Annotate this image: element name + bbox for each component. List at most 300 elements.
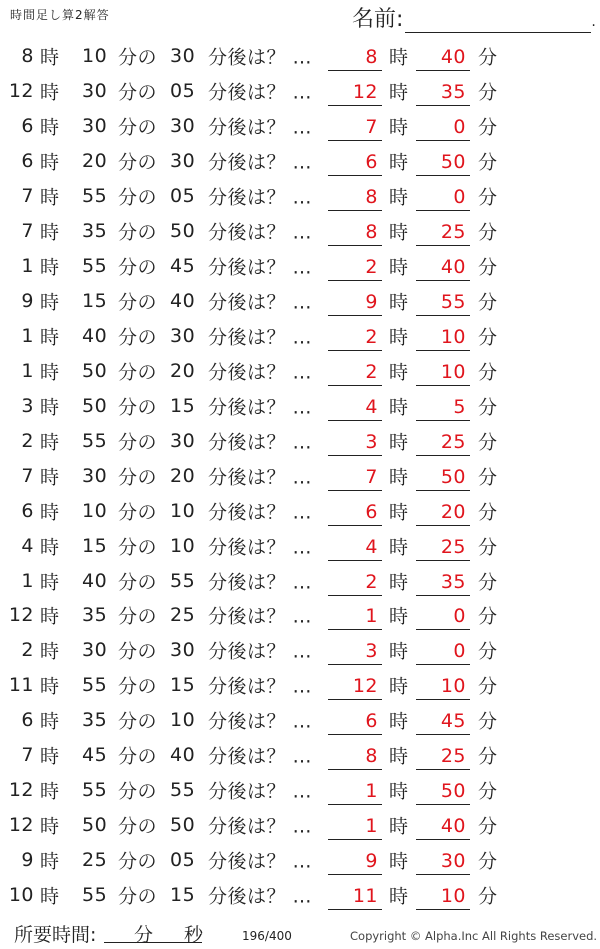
answer-minute-unit-label: 分	[478, 291, 498, 314]
answer-minute: 55	[440, 291, 466, 314]
answer-minute-unit-label: 分	[478, 466, 498, 489]
minutes-later-label: 分後は？ …	[208, 745, 313, 768]
answer-minute: 50	[440, 780, 466, 803]
answer-minute-field	[416, 635, 470, 665]
added-minutes: 30	[170, 639, 196, 662]
problem-row	[0, 528, 600, 563]
answer-hour: 3	[365, 430, 378, 453]
start-minute: 35	[82, 220, 108, 243]
minute-of-label: 分の	[118, 466, 158, 489]
name-field	[352, 2, 596, 33]
start-minute: 30	[82, 115, 108, 138]
added-minutes: 05	[170, 849, 196, 872]
hour-unit-label: 時	[40, 536, 60, 559]
answer-minute: 40	[440, 46, 466, 69]
answer-hour: 7	[365, 116, 378, 139]
problem-list	[0, 39, 600, 912]
problem-row	[0, 144, 600, 179]
answer-minute-unit-label: 分	[478, 501, 498, 524]
start-minute: 55	[82, 674, 108, 697]
added-minutes: 15	[170, 394, 196, 417]
start-hour: 3	[21, 394, 34, 417]
problem-row	[0, 74, 600, 109]
answer-hour-field	[328, 496, 382, 526]
answer-minute-field	[416, 705, 470, 735]
answer-minute: 30	[440, 850, 466, 873]
start-minute: 55	[82, 255, 108, 278]
minute-of-label: 分の	[118, 326, 158, 349]
answer-hour-unit-label: 時	[389, 850, 409, 873]
answer-hour-field	[328, 670, 382, 700]
answer-minute-field	[416, 600, 470, 630]
answer-minute: 0	[453, 605, 466, 628]
minutes-later-label: 分後は？ …	[208, 116, 313, 139]
hour-unit-label: 時	[40, 151, 60, 174]
added-minutes: 05	[170, 80, 196, 103]
minutes-later-label: 分後は？ …	[208, 221, 313, 244]
answer-minute-field	[416, 426, 470, 456]
minute-of-label: 分の	[118, 780, 158, 803]
answer-hour-unit-label: 時	[389, 466, 409, 489]
problem-row	[0, 668, 600, 703]
start-minute: 50	[82, 394, 108, 417]
problem-row	[0, 388, 600, 423]
answer-hour: 8	[365, 46, 378, 69]
start-minute: 50	[82, 359, 108, 382]
hour-unit-label: 時	[40, 780, 60, 803]
added-minutes: 30	[170, 45, 196, 68]
answer-hour-field	[328, 775, 382, 805]
answer-minute-unit-label: 分	[478, 536, 498, 559]
added-minutes: 50	[170, 220, 196, 243]
minutes-later-label: 分後は？ …	[208, 780, 313, 803]
answer-hour-unit-label: 時	[389, 291, 409, 314]
answer-hour: 1	[365, 780, 378, 803]
answer-minute-unit-label: 分	[478, 640, 498, 663]
answer-hour-unit-label: 時	[389, 116, 409, 139]
answer-minute-unit-label: 分	[478, 675, 498, 698]
minute-of-label: 分の	[118, 396, 158, 419]
minute-of-label: 分の	[118, 850, 158, 873]
hour-unit-label: 時	[40, 466, 60, 489]
answer-hour-field	[328, 321, 382, 351]
minute-of-label: 分の	[118, 186, 158, 209]
name-blank-line	[405, 10, 591, 33]
minutes-later-label: 分後は？ …	[208, 605, 313, 628]
hour-unit-label: 時	[40, 571, 60, 594]
answer-hour-field	[328, 600, 382, 630]
answer-hour-unit-label: 時	[389, 536, 409, 559]
copyright: Copyright © Alpha.Inc All Rights Reserved.	[350, 929, 598, 943]
start-hour: 1	[21, 359, 34, 382]
answer-hour-unit-label: 時	[389, 815, 409, 838]
answer-minute-field	[416, 111, 470, 141]
page-number: 196/400	[242, 929, 292, 943]
problem-row	[0, 843, 600, 878]
hour-unit-label: 時	[40, 291, 60, 314]
added-minutes: 30	[170, 429, 196, 452]
answer-hour: 8	[365, 221, 378, 244]
answer-minute: 10	[440, 675, 466, 698]
answer-hour-field	[328, 845, 382, 875]
problem-row	[0, 703, 600, 738]
problem-row	[0, 249, 600, 284]
minute-of-label: 分の	[118, 81, 158, 104]
answer-minute-field	[416, 286, 470, 316]
start-hour: 4	[21, 534, 34, 557]
minutes-later-label: 分後は？ …	[208, 885, 313, 908]
start-hour: 6	[21, 709, 34, 732]
answer-hour: 6	[365, 500, 378, 523]
start-hour: 6	[21, 150, 34, 173]
minutes-later-label: 分後は？ …	[208, 466, 313, 489]
problem-row	[0, 563, 600, 598]
answer-minute: 0	[453, 640, 466, 663]
minute-of-label: 分の	[118, 221, 158, 244]
answer-hour-unit-label: 時	[389, 885, 409, 908]
answer-hour: 9	[365, 291, 378, 314]
start-hour: 6	[21, 499, 34, 522]
minutes-later-label: 分後は？ …	[208, 850, 313, 873]
answer-minute-field	[416, 461, 470, 491]
answer-minute: 35	[440, 570, 466, 593]
hour-unit-label: 時	[40, 431, 60, 454]
answer-minute: 5	[453, 395, 466, 418]
answer-hour: 3	[365, 640, 378, 663]
answer-minute: 10	[440, 360, 466, 383]
minutes-later-label: 分後は？ …	[208, 151, 313, 174]
answer-hour-field	[328, 146, 382, 176]
added-minutes: 30	[170, 115, 196, 138]
elapsed-seconds-unit: 秒	[184, 924, 204, 946]
added-minutes: 15	[170, 674, 196, 697]
answer-minute-field	[416, 41, 470, 71]
problem-row	[0, 808, 600, 843]
answer-minute-field	[416, 321, 470, 351]
minute-of-label: 分の	[118, 815, 158, 838]
answer-minute-field	[416, 216, 470, 246]
added-minutes: 20	[170, 359, 196, 382]
answer-hour-unit-label: 時	[389, 186, 409, 209]
answer-hour: 8	[365, 745, 378, 768]
start-minute: 30	[82, 639, 108, 662]
added-minutes: 50	[170, 814, 196, 837]
answer-minute: 20	[440, 500, 466, 523]
minute-of-label: 分の	[118, 640, 158, 663]
answer-minute-unit-label: 分	[478, 571, 498, 594]
answer-hour-field	[328, 216, 382, 246]
answer-minute-field	[416, 356, 470, 386]
minute-of-label: 分の	[118, 151, 158, 174]
minutes-later-label: 分後は？ …	[208, 815, 313, 838]
answer-minute-field	[416, 740, 470, 770]
hour-unit-label: 時	[40, 745, 60, 768]
hour-unit-label: 時	[40, 850, 60, 873]
start-minute: 55	[82, 185, 108, 208]
answer-minute: 25	[440, 745, 466, 768]
start-hour: 7	[21, 220, 34, 243]
answer-hour-unit-label: 時	[389, 396, 409, 419]
start-minute: 30	[82, 80, 108, 103]
answer-hour: 9	[365, 850, 378, 873]
answer-minute: 0	[453, 186, 466, 209]
minutes-later-label: 分後は？ …	[208, 256, 313, 279]
elapsed-minutes-unit: 分	[134, 924, 154, 946]
answer-hour: 11	[352, 884, 378, 907]
answer-hour-unit-label: 時	[389, 501, 409, 524]
hour-unit-label: 時	[40, 605, 60, 628]
hour-unit-label: 時	[40, 815, 60, 838]
start-minute: 15	[82, 290, 108, 313]
problem-row	[0, 179, 600, 214]
answer-minute-field	[416, 845, 470, 875]
answer-hour-unit-label: 時	[389, 571, 409, 594]
problem-row	[0, 633, 600, 668]
start-hour: 10	[8, 883, 34, 906]
start-hour: 2	[21, 639, 34, 662]
start-minute: 45	[82, 744, 108, 767]
answer-minute-unit-label: 分	[478, 256, 498, 279]
answer-hour-field	[328, 76, 382, 106]
hour-unit-label: 時	[40, 710, 60, 733]
added-minutes: 40	[170, 744, 196, 767]
hour-unit-label: 時	[40, 81, 60, 104]
answer-minute: 35	[440, 81, 466, 104]
answer-minute-unit-label: 分	[478, 361, 498, 384]
answer-minute: 40	[440, 815, 466, 838]
answer-hour-field	[328, 426, 382, 456]
answer-hour-field	[328, 286, 382, 316]
hour-unit-label: 時	[40, 640, 60, 663]
answer-minute-field	[416, 181, 470, 211]
answer-hour-field	[328, 356, 382, 386]
answer-minute-unit-label: 分	[478, 780, 498, 803]
minutes-later-label: 分後は？ …	[208, 571, 313, 594]
hour-unit-label: 時	[40, 675, 60, 698]
answer-minute-unit-label: 分	[478, 431, 498, 454]
answer-minute-field	[416, 810, 470, 840]
answer-minute-unit-label: 分	[478, 745, 498, 768]
answer-hour: 8	[365, 186, 378, 209]
answer-minute-unit-label: 分	[478, 151, 498, 174]
added-minutes: 10	[170, 534, 196, 557]
start-minute: 35	[82, 709, 108, 732]
problem-row	[0, 423, 600, 458]
minutes-later-label: 分後は？ …	[208, 640, 313, 663]
minutes-later-label: 分後は？ …	[208, 431, 313, 454]
answer-hour: 2	[365, 256, 378, 279]
minutes-later-label: 分後は？ …	[208, 501, 313, 524]
answer-minute: 40	[440, 256, 466, 279]
answer-hour-field	[328, 461, 382, 491]
worksheet-title: 時間足し算2解答	[10, 8, 110, 22]
start-hour: 8	[21, 45, 34, 68]
answer-hour-unit-label: 時	[389, 605, 409, 628]
problem-row	[0, 598, 600, 633]
answer-minute-unit-label: 分	[478, 186, 498, 209]
start-minute: 55	[82, 779, 108, 802]
problem-row	[0, 214, 600, 249]
answer-hour: 12	[352, 81, 378, 104]
answer-hour: 1	[365, 605, 378, 628]
added-minutes: 55	[170, 779, 196, 802]
minute-of-label: 分の	[118, 46, 158, 69]
answer-hour: 2	[365, 325, 378, 348]
start-hour: 12	[8, 814, 34, 837]
answer-hour: 2	[365, 360, 378, 383]
added-minutes: 55	[170, 569, 196, 592]
name-label: 名前:	[352, 7, 404, 32]
answer-minute: 25	[440, 221, 466, 244]
minute-of-label: 分の	[118, 501, 158, 524]
answer-minute: 10	[440, 325, 466, 348]
answer-hour-field	[328, 566, 382, 596]
hour-unit-label: 時	[40, 396, 60, 419]
answer-minute-field	[416, 566, 470, 596]
minutes-later-label: 分後は？ …	[208, 81, 313, 104]
added-minutes: 30	[170, 150, 196, 173]
answer-hour-unit-label: 時	[389, 151, 409, 174]
answer-hour: 12	[352, 675, 378, 698]
start-hour: 11	[8, 674, 34, 697]
answer-minute-unit-label: 分	[478, 326, 498, 349]
minute-of-label: 分の	[118, 675, 158, 698]
answer-hour: 6	[365, 710, 378, 733]
minute-of-label: 分の	[118, 536, 158, 559]
answer-hour-unit-label: 時	[389, 256, 409, 279]
answer-hour-field	[328, 41, 382, 71]
start-minute: 10	[82, 45, 108, 68]
hour-unit-label: 時	[40, 46, 60, 69]
answer-minute-field	[416, 251, 470, 281]
minute-of-label: 分の	[118, 885, 158, 908]
added-minutes: 05	[170, 185, 196, 208]
answer-minute: 45	[440, 710, 466, 733]
problem-row	[0, 39, 600, 74]
answer-minute-unit-label: 分	[478, 885, 498, 908]
problem-row	[0, 493, 600, 528]
answer-hour-unit-label: 時	[389, 710, 409, 733]
answer-minute-field	[416, 76, 470, 106]
hour-unit-label: 時	[40, 361, 60, 384]
problem-row	[0, 738, 600, 773]
minutes-later-label: 分後は？ …	[208, 46, 313, 69]
start-hour: 2	[21, 429, 34, 452]
minute-of-label: 分の	[118, 431, 158, 454]
added-minutes: 20	[170, 464, 196, 487]
added-minutes: 15	[170, 883, 196, 906]
minute-of-label: 分の	[118, 291, 158, 314]
answer-hour-field	[328, 880, 382, 910]
minute-of-label: 分の	[118, 361, 158, 384]
answer-hour-unit-label: 時	[389, 431, 409, 454]
answer-minute-field	[416, 670, 470, 700]
start-minute: 30	[82, 464, 108, 487]
hour-unit-label: 時	[40, 256, 60, 279]
added-minutes: 40	[170, 290, 196, 313]
answer-hour-field	[328, 111, 382, 141]
answer-hour: 1	[365, 815, 378, 838]
answer-minute-unit-label: 分	[478, 81, 498, 104]
start-hour: 7	[21, 744, 34, 767]
minute-of-label: 分の	[118, 710, 158, 733]
answer-minute-field	[416, 531, 470, 561]
answer-hour-unit-label: 時	[389, 221, 409, 244]
added-minutes: 45	[170, 255, 196, 278]
answer-minute: 50	[440, 151, 466, 174]
answer-minute: 10	[440, 884, 466, 907]
answer-minute: 50	[440, 465, 466, 488]
hour-unit-label: 時	[40, 501, 60, 524]
start-minute: 20	[82, 150, 108, 173]
minute-of-label: 分の	[118, 256, 158, 279]
answer-hour-field	[328, 181, 382, 211]
answer-minute-field	[416, 880, 470, 910]
hour-unit-label: 時	[40, 116, 60, 139]
answer-hour: 6	[365, 151, 378, 174]
start-hour: 9	[21, 290, 34, 313]
added-minutes: 30	[170, 324, 196, 347]
start-hour: 7	[21, 185, 34, 208]
hour-unit-label: 時	[40, 186, 60, 209]
start-hour: 7	[21, 464, 34, 487]
answer-hour-field	[328, 531, 382, 561]
start-hour: 12	[8, 779, 34, 802]
answer-hour-field	[328, 810, 382, 840]
hour-unit-label: 時	[40, 326, 60, 349]
answer-minute-field	[416, 775, 470, 805]
answer-minute-unit-label: 分	[478, 221, 498, 244]
minutes-later-label: 分後は？ …	[208, 536, 313, 559]
answer-minute: 25	[440, 535, 466, 558]
answer-hour-field	[328, 391, 382, 421]
minutes-later-label: 分後は？ …	[208, 710, 313, 733]
problem-row	[0, 878, 600, 913]
start-hour: 12	[8, 80, 34, 103]
hour-unit-label: 時	[40, 221, 60, 244]
start-hour: 1	[21, 569, 34, 592]
problem-row	[0, 319, 600, 354]
start-minute: 40	[82, 324, 108, 347]
problem-row	[0, 773, 600, 808]
start-hour: 9	[21, 849, 34, 872]
answer-minute-unit-label: 分	[478, 396, 498, 419]
answer-hour-unit-label: 時	[389, 640, 409, 663]
start-minute: 50	[82, 814, 108, 837]
start-minute: 55	[82, 429, 108, 452]
answer-hour-unit-label: 時	[389, 675, 409, 698]
added-minutes: 10	[170, 709, 196, 732]
answer-minute: 0	[453, 116, 466, 139]
problem-row	[0, 353, 600, 388]
minute-of-label: 分の	[118, 745, 158, 768]
answer-hour-field	[328, 251, 382, 281]
answer-hour: 7	[365, 465, 378, 488]
answer-hour-field	[328, 705, 382, 735]
start-hour: 1	[21, 255, 34, 278]
answer-hour-unit-label: 時	[389, 361, 409, 384]
minute-of-label: 分の	[118, 605, 158, 628]
answer-hour: 4	[365, 395, 378, 418]
hour-unit-label: 時	[40, 885, 60, 908]
elapsed-time-label: 所要時間:	[14, 924, 97, 946]
minutes-later-label: 分後は？ …	[208, 361, 313, 384]
minute-of-label: 分の	[118, 571, 158, 594]
answer-hour-field	[328, 635, 382, 665]
answer-minute-field	[416, 391, 470, 421]
problem-row	[0, 284, 600, 319]
answer-hour-unit-label: 時	[389, 81, 409, 104]
